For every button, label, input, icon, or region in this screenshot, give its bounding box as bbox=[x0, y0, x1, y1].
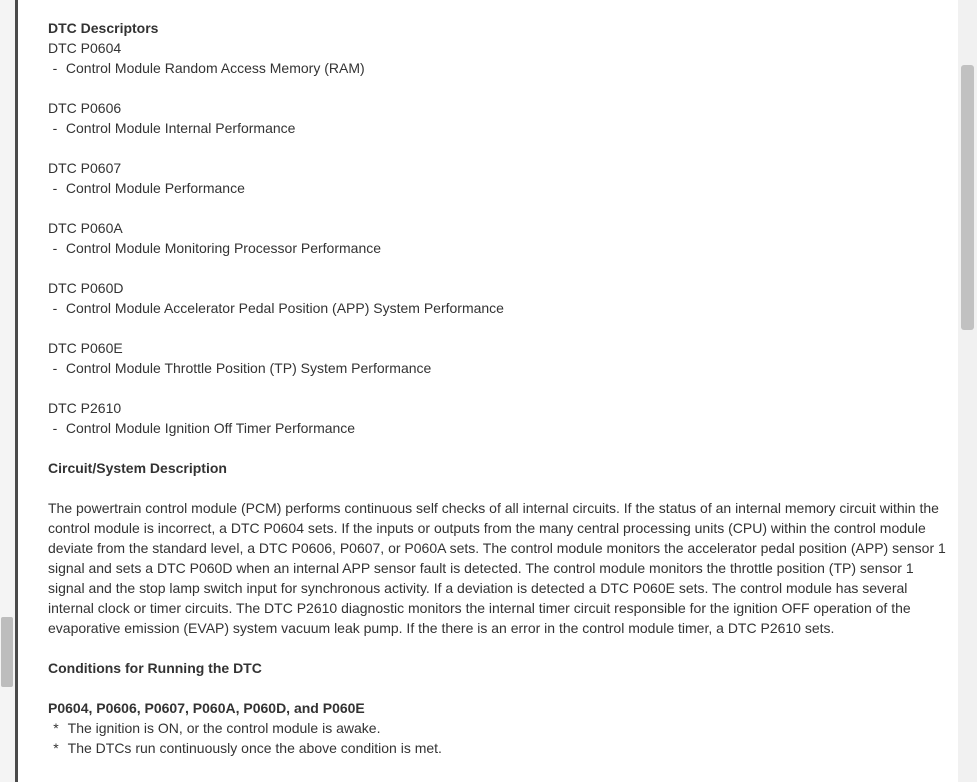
dtc-descriptor-item bbox=[48, 278, 946, 318]
dtc-description bbox=[48, 178, 946, 198]
dtc-description bbox=[48, 298, 946, 318]
dtc-code: DTC P0606 bbox=[48, 100, 122, 116]
dash-mark: - bbox=[52, 60, 58, 76]
document-scroll-thumb[interactable] bbox=[961, 65, 974, 330]
dtc-description bbox=[48, 58, 946, 78]
document-content bbox=[48, 18, 946, 758]
bullet-mark: * bbox=[53, 740, 59, 756]
dtc-description-text: Control Module Random Access Memory (RAM) bbox=[65, 60, 365, 76]
dash-mark: - bbox=[52, 300, 58, 316]
dtc-code: DTC P060D bbox=[48, 280, 124, 296]
dtc-description bbox=[48, 358, 946, 378]
spacer bbox=[48, 638, 946, 658]
dash-mark: - bbox=[52, 420, 58, 436]
dtc-description bbox=[48, 238, 946, 258]
dtc-description-text: Control Module Throttle Position (TP) System Performance bbox=[65, 360, 432, 376]
dtc-description bbox=[48, 118, 946, 138]
circuit-description-heading: Circuit/System Description bbox=[48, 460, 227, 476]
dtc-code: DTC P2610 bbox=[48, 400, 122, 416]
dtc-descriptor-item bbox=[48, 98, 946, 138]
document-scrollbar[interactable] bbox=[958, 0, 977, 782]
dtc-description bbox=[48, 418, 946, 438]
dtc-descriptor-item bbox=[48, 38, 946, 78]
left-pane-scrollbar[interactable] bbox=[0, 0, 15, 782]
dash-mark: - bbox=[52, 360, 58, 376]
bullet-mark: * bbox=[53, 720, 59, 736]
dtc-descriptor-item bbox=[48, 398, 946, 438]
dash-mark: - bbox=[52, 120, 58, 136]
document-viewer bbox=[18, 0, 958, 782]
condition-bullet-text: The DTCs run continuously once the above condition is met. bbox=[67, 740, 442, 756]
dtc-description-text: Control Module Internal Performance bbox=[65, 120, 296, 136]
dtc-description-text: Control Module Monitoring Processor Performance bbox=[65, 240, 382, 256]
dtc-code: DTC P060A bbox=[48, 220, 123, 236]
circuit-description-body: The powertrain control module (PCM) performs continuous self checks of all internal circuits. If the status of an internal memory circuit within the control module is incorrect, a DTC P0604 sets. If the inputs or outputs from the many central processing units (CPU) within the control module deviate from the standard level, a DTC P0606, P0607, or P060A sets. The control module monitors the accelerator pedal position (APP) sensor 1 signal and sets a DTC P060D when an internal APP sensor fault is detected. The control module monitors the throttle position (TP) sensor 1 signal and the stop lamp switch input for synchronous activity. If a deviation is detected a DTC P060E sets. The control module has several internal clock or timer circuits. The DTC P2610 diagnostic monitors the internal timer circuit responsible for the ignition OFF operation of the evaporative emission (EVAP) system vacuum leak pump. If the there is an error in the control module timer, a DTC P2610 sets. bbox=[48, 500, 946, 636]
condition-bullet bbox=[48, 738, 946, 758]
dtc-description-text: Control Module Ignition Off Timer Performance bbox=[65, 420, 356, 436]
spacer bbox=[48, 678, 946, 698]
dtc-code: DTC P060E bbox=[48, 340, 123, 356]
dash-mark: - bbox=[52, 240, 58, 256]
dtc-descriptor-item bbox=[48, 338, 946, 378]
dtc-code: DTC P0604 bbox=[48, 40, 122, 56]
dtc-description-text: Control Module Performance bbox=[65, 180, 245, 196]
dtc-descriptor-item bbox=[48, 218, 946, 258]
dtc-code: DTC P0607 bbox=[48, 160, 122, 176]
dtc-descriptor-item bbox=[48, 158, 946, 198]
dtc-descriptors-heading: DTC Descriptors bbox=[48, 20, 159, 36]
condition-bullet bbox=[48, 718, 946, 738]
spacer bbox=[48, 478, 946, 498]
left-pane-scroll-thumb[interactable] bbox=[1, 617, 13, 687]
conditions-subheading: P0604, P0606, P0607, P060A, P060D, and P060E bbox=[48, 700, 365, 716]
dtc-description-text: Control Module Accelerator Pedal Position (APP) System Performance bbox=[65, 300, 504, 316]
dash-mark: - bbox=[52, 180, 58, 196]
conditions-heading: Conditions for Running the DTC bbox=[48, 660, 262, 676]
condition-bullet-text: The ignition is ON, or the control module is awake. bbox=[67, 720, 381, 736]
